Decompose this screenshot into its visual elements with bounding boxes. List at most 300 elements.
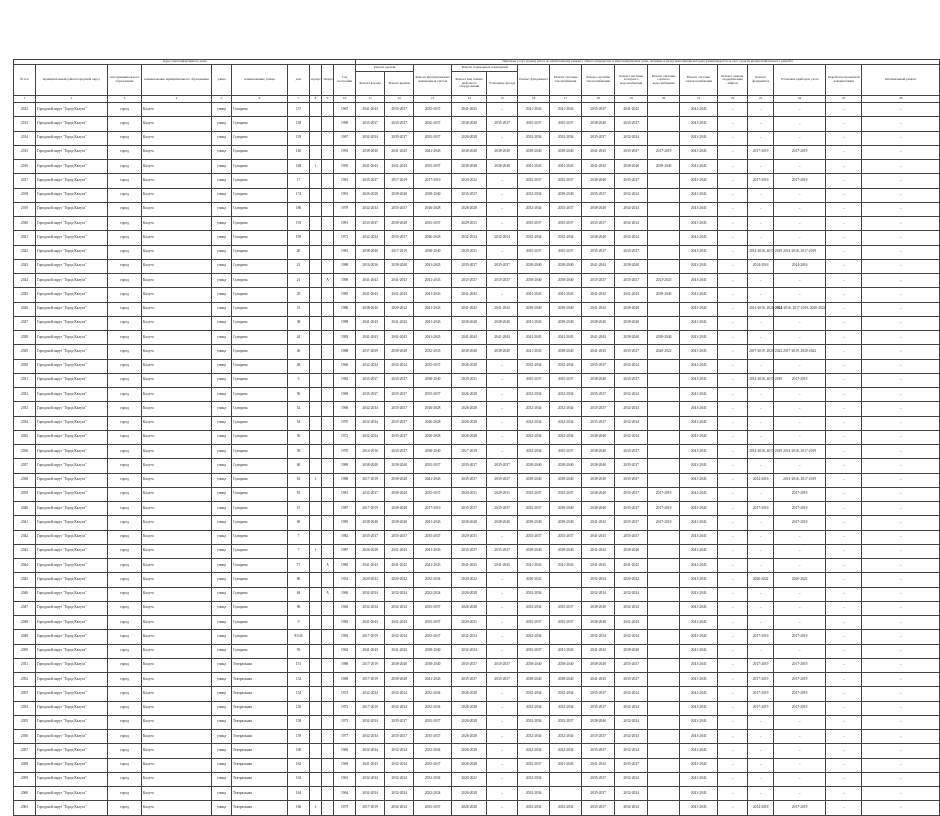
table-cell <box>322 316 334 330</box>
table-cell: – <box>718 103 748 117</box>
header-cell: Разработка проектной документации <box>826 65 862 96</box>
table-cell: улица <box>212 302 232 316</box>
table-cell: город <box>108 274 142 288</box>
table-cell: Городской округ "Город Калуга" <box>36 459 108 473</box>
table-cell: 2041-2043 <box>452 288 487 302</box>
table-cell: 2020-2022 <box>385 302 414 316</box>
table-cell: 2035-2037 <box>518 174 550 188</box>
table-cell <box>648 801 680 815</box>
table-cell: 2041-2043 <box>582 758 615 772</box>
table-cell: 2032-2034 <box>582 587 615 601</box>
table-cell: 2035-2037 <box>414 131 452 145</box>
table-cell: 2032-2034 <box>615 430 648 444</box>
table-cell <box>322 103 334 117</box>
table-cell: 7 <box>288 530 310 544</box>
table-cell: – <box>774 202 826 216</box>
table-cell: 2032-2034 <box>356 231 385 245</box>
table-cell <box>322 131 334 145</box>
table-cell: – <box>774 388 826 402</box>
table-cell: 2041-2043 <box>518 559 550 573</box>
table-cell: 1972 <box>334 231 356 245</box>
table-cell: 2035-2037 <box>615 345 648 359</box>
table-row <box>14 359 940 373</box>
table-cell: 2041-2043 <box>680 744 718 758</box>
table-cell <box>310 103 322 117</box>
table-cell: 2038-2040 <box>550 502 582 516</box>
table-row <box>14 245 940 259</box>
table-cell: 2012 <box>14 103 36 117</box>
table-cell <box>310 772 322 786</box>
table-cell <box>322 630 334 644</box>
table-cell <box>322 544 334 558</box>
table-cell: 2026-2028 <box>356 544 385 558</box>
header-number-cell: 18 <box>582 96 615 103</box>
table-cell: 2032-2034 <box>615 601 648 615</box>
table-cell: 2032-2034 <box>487 231 518 245</box>
table-cell <box>648 530 680 544</box>
table-row <box>14 573 940 587</box>
table-cell: – <box>718 516 748 530</box>
table-cell: Калуга <box>142 430 212 444</box>
table-cell <box>322 701 334 715</box>
table-cell: 2014-2016, 2017-2019 <box>748 245 774 259</box>
table-cell: 2032-2034 <box>550 801 582 815</box>
table-cell: 1967 <box>334 131 356 145</box>
table-cell: – <box>487 530 518 544</box>
table-cell: 2041-2043 <box>680 402 718 416</box>
table-cell: улица <box>212 630 232 644</box>
table-cell <box>648 616 680 630</box>
table-cell: улица <box>212 616 232 630</box>
table-cell: 2041-2043 <box>414 559 452 573</box>
table-cell: 1985 <box>334 288 356 302</box>
table-cell: 2041 <box>14 516 36 530</box>
table-cell: 2041-2043 <box>680 202 718 216</box>
table-cell: 2024 <box>14 274 36 288</box>
header-cell: Утепление фасада <box>487 72 518 96</box>
table-cell: – <box>487 188 518 202</box>
table-cell: 2041-2043 <box>582 516 615 530</box>
table-cell: 2041-2043 <box>487 559 518 573</box>
table-cell: 2035-2037 <box>582 103 615 117</box>
table-cell: Городской округ "Город Калуга" <box>36 345 108 359</box>
table-cell: – <box>826 715 862 729</box>
table-cell: – <box>862 616 940 630</box>
header-number-cell: 5 <box>212 96 232 103</box>
table-cell: 2041-2043 <box>518 160 550 174</box>
table-cell: Суворова <box>232 644 288 658</box>
table-cell <box>310 430 322 444</box>
table-cell <box>310 715 322 729</box>
table-cell: – <box>826 345 862 359</box>
table-cell: 2025 <box>14 288 36 302</box>
table-cell: – <box>748 487 774 501</box>
table-cell: 38 <box>288 316 310 330</box>
table-cell: 2032-2034 <box>356 744 385 758</box>
table-row <box>14 231 940 245</box>
table-cell: – <box>826 587 862 601</box>
table-cell: 186 <box>288 202 310 216</box>
table-cell: – <box>718 787 748 801</box>
table-cell: 2057 <box>14 744 36 758</box>
table-cell: Городской округ "Город Калуга" <box>36 288 108 302</box>
table-cell: 86 <box>288 601 310 615</box>
table-cell <box>550 587 582 601</box>
table-cell: Городской округ "Город Калуга" <box>36 402 108 416</box>
table-cell: 2056 <box>14 730 36 744</box>
table-cell: – <box>774 644 826 658</box>
table-row <box>14 117 940 131</box>
table-cell: 2041-2043 <box>550 758 582 772</box>
table-cell <box>648 188 680 202</box>
table-cell: улица <box>212 245 232 259</box>
table-cell: 2032 <box>14 388 36 402</box>
table-cell: 2026-2028 <box>452 730 487 744</box>
table-cell <box>310 644 322 658</box>
table-cell: 1982 <box>334 373 356 387</box>
table-cell <box>322 359 334 373</box>
table-cell: 2032-2034 <box>356 587 385 601</box>
table-cell: Суворова <box>232 587 288 601</box>
table-cell: 2041-2043 <box>680 359 718 373</box>
table-cell <box>648 544 680 558</box>
table-cell: 2017-2019 <box>385 245 414 259</box>
table-cell: город <box>108 316 142 330</box>
table-cell <box>322 188 334 202</box>
table-cell: 2035-2037 <box>550 715 582 729</box>
table-cell: – <box>774 188 826 202</box>
table-cell: 2035-2037 <box>356 487 385 501</box>
table-cell: 2035-2037 <box>615 445 648 459</box>
table-cell: 2035-2037 <box>582 730 615 744</box>
table-cell: 2060 <box>14 787 36 801</box>
table-cell: 2015 <box>14 145 36 159</box>
table-cell: Городской округ "Город Калуга" <box>36 701 108 715</box>
table-cell: 2035-2037 <box>385 373 414 387</box>
table-cell: 2035-2037 <box>582 787 615 801</box>
table-cell <box>322 160 334 174</box>
table-cell: 2017-2019 <box>385 174 414 188</box>
table-cell: – <box>718 616 748 630</box>
table-cell: 1970 <box>334 445 356 459</box>
table-cell: 2017-2019 <box>748 145 774 159</box>
table-cell: 2035-2037 <box>414 217 452 231</box>
table-cell: – <box>748 616 774 630</box>
table-cell: Суворова <box>232 345 288 359</box>
table-cell: Театральная <box>232 787 288 801</box>
table-cell: 2017-2019 <box>356 673 385 687</box>
table-cell: город <box>108 516 142 530</box>
table-cell: 2026-2028 <box>414 402 452 416</box>
table-cell: Калуга <box>142 117 212 131</box>
table-cell: 2035-2037 <box>414 730 452 744</box>
table-cell <box>310 516 322 530</box>
table-cell: 2032-2034 <box>356 131 385 145</box>
table-cell: город <box>108 559 142 573</box>
table-cell: Городской округ "Город Калуга" <box>36 117 108 131</box>
table-cell: 2035-2037 <box>452 259 487 273</box>
table-cell <box>648 430 680 444</box>
table-cell: 2041-2043 <box>680 345 718 359</box>
table-cell: 2035-2037 <box>414 103 452 117</box>
table-row <box>14 544 940 558</box>
table-cell: 2041-2043 <box>385 316 414 330</box>
table-cell: 2014 <box>14 131 36 145</box>
table-cell: 2038-2040 <box>487 516 518 530</box>
table-cell: Калуга <box>142 559 212 573</box>
table-cell: 2040 <box>14 502 36 516</box>
table-cell: улица <box>212 416 232 430</box>
table-cell: – <box>826 559 862 573</box>
table-cell: 2035-2037 <box>582 245 615 259</box>
table-cell: Городской округ "Город Калуга" <box>36 174 108 188</box>
table-cell: Суворова <box>232 174 288 188</box>
table-cell: Калуга <box>142 416 212 430</box>
header-number-cell: 11 <box>356 96 385 103</box>
table-cell: – <box>718 145 748 159</box>
table-cell: 2020-2022 <box>452 174 487 188</box>
table-cell: 2038-2040 <box>615 160 648 174</box>
table-cell: 2041-2043 <box>385 644 414 658</box>
table-cell <box>648 473 680 487</box>
table-cell: Городской округ "Город Калуга" <box>36 744 108 758</box>
table-cell: Калуга <box>142 544 212 558</box>
table-cell <box>648 402 680 416</box>
table-cell: Городской округ "Город Калуга" <box>36 274 108 288</box>
table-cell: 2020-2022 <box>615 573 648 587</box>
table-cell <box>648 658 680 672</box>
table-cell: 2035-2037 <box>385 530 414 544</box>
table-cell: Суворова <box>232 117 288 131</box>
table-cell: Суворова <box>232 217 288 231</box>
table-cell: – <box>774 359 826 373</box>
table-cell: 2041-2043 <box>680 487 718 501</box>
table-cell: 2035-2037 <box>385 117 414 131</box>
table-cell: город <box>108 673 142 687</box>
table-cell: улица <box>212 530 232 544</box>
table-cell: – <box>487 687 518 701</box>
table-cell: – <box>718 388 748 402</box>
table-cell: 2035-2037 <box>582 359 615 373</box>
table-cell <box>322 345 334 359</box>
table-cell: 1969 <box>334 388 356 402</box>
table-cell: – <box>774 131 826 145</box>
table-cell: – <box>862 559 940 573</box>
table-cell: 2038-2040 <box>582 715 615 729</box>
table-cell: 2041-2043 <box>550 644 582 658</box>
header-number-cell: 10 <box>334 96 356 103</box>
table-cell: – <box>826 701 862 715</box>
table-cell: 5 <box>288 373 310 387</box>
table-cell: Театральная <box>232 687 288 701</box>
table-cell: 2035-2037 <box>518 117 550 131</box>
table-cell: – <box>487 715 518 729</box>
table-cell: – <box>487 445 518 459</box>
table-cell: Суворова <box>232 502 288 516</box>
table-cell: 95 <box>288 644 310 658</box>
table-cell: 2035-2037 <box>414 117 452 131</box>
table-cell <box>310 601 322 615</box>
table-cell: 2035-2037 <box>414 487 452 501</box>
table-cell: 2038-2040 <box>356 459 385 473</box>
table-cell: 2035-2037 <box>452 544 487 558</box>
table-cell: 2014-2016, 2017-2019 <box>774 473 826 487</box>
table-cell: – <box>718 772 748 786</box>
table-cell: – <box>826 658 862 672</box>
table-cell: 2032-2034 <box>518 231 550 245</box>
table-cell: 2041-2043 <box>356 559 385 573</box>
table-cell: 2032-2034 <box>615 402 648 416</box>
table-cell: 2041-2043 <box>680 730 718 744</box>
header-number-cell: 12 <box>385 96 414 103</box>
table-cell: 2035-2037 <box>414 388 452 402</box>
table-cell: 2032-2034 <box>615 188 648 202</box>
table-cell: Городской округ "Город Калуга" <box>36 758 108 772</box>
table-cell <box>550 787 582 801</box>
table-row <box>14 202 940 216</box>
table-cell: 2038-2040 <box>550 516 582 530</box>
table-cell <box>310 573 322 587</box>
table-cell: 2029-2031 <box>487 487 518 501</box>
table-cell: 2038-2040 <box>385 658 414 672</box>
table-cell: Суворова <box>232 274 288 288</box>
table-cell: Суворова <box>232 402 288 416</box>
header-cell: литера <box>322 65 334 96</box>
table-cell: 2038-2040 <box>385 459 414 473</box>
table-cell: 2051 <box>14 658 36 672</box>
table-cell: – <box>748 274 774 288</box>
table-cell: 2032-2034 <box>550 701 582 715</box>
table-cell: – <box>748 559 774 573</box>
table-cell <box>550 630 582 644</box>
table-cell <box>310 188 322 202</box>
table-cell: – <box>774 459 826 473</box>
table-cell: – <box>487 430 518 444</box>
table-cell: 137 <box>288 103 310 117</box>
table-cell: Городской округ "Город Калуга" <box>36 188 108 202</box>
table-cell: 1967 <box>334 103 356 117</box>
table-cell: 2035-2037 <box>385 730 414 744</box>
table-cell <box>322 616 334 630</box>
table-cell: 2035-2037 <box>452 459 487 473</box>
table-cell: Суворова <box>232 202 288 216</box>
table-row <box>14 445 940 459</box>
table-cell: – <box>862 388 940 402</box>
table-cell: – <box>748 730 774 744</box>
table-cell: 2041-2043 <box>385 160 414 174</box>
table-cell: 2041-2043 <box>414 673 452 687</box>
table-cell <box>310 174 322 188</box>
table-cell: – <box>826 359 862 373</box>
table-cell: 2041-2043 <box>680 331 718 345</box>
table-row <box>14 673 940 687</box>
table-cell: – <box>718 131 748 145</box>
table-cell: 44 <box>288 331 310 345</box>
table-cell: 2032-2034 <box>356 715 385 729</box>
table-cell: 151 <box>288 658 310 672</box>
header-number-cell: 8 <box>310 96 322 103</box>
table-cell: 50 <box>288 388 310 402</box>
header-cell: Оптимальный ремонт <box>862 65 940 96</box>
table-cell: – <box>487 202 518 216</box>
table-cell: улица <box>212 445 232 459</box>
table-cell: 2058 <box>14 758 36 772</box>
table-cell: город <box>108 459 142 473</box>
table-cell: 2041-2043 <box>680 687 718 701</box>
table-cell: – <box>862 103 940 117</box>
table-cell: – <box>487 787 518 801</box>
table-cell: – <box>826 402 862 416</box>
table-cell: Театральная <box>232 673 288 687</box>
table-cell: 2038-2040 <box>518 673 550 687</box>
table-cell: – <box>774 601 826 615</box>
table-cell: – <box>826 787 862 801</box>
header-cell: Ремонт системы холодного водоснабжения <box>615 65 648 96</box>
table-cell: Калуга <box>142 316 212 330</box>
table-cell: 2017-2019 <box>774 701 826 715</box>
table-cell: 2017-2019 <box>648 487 680 501</box>
table-cell: – <box>826 259 862 273</box>
table-cell: 2038-2040 <box>582 316 615 330</box>
table-cell: 1982 <box>334 530 356 544</box>
table-cell: Городской округ "Город Калуга" <box>36 373 108 387</box>
table-cell: 2041-2043 <box>680 573 718 587</box>
table-cell: Суворова <box>232 373 288 387</box>
table-cell: – <box>487 587 518 601</box>
table-cell: 2035-2037 <box>615 473 648 487</box>
table-cell: 2035-2037 <box>414 801 452 815</box>
table-cell: – <box>862 188 940 202</box>
table-cell: 2020-2022 <box>648 345 680 359</box>
table-cell: 2038-2040 <box>414 658 452 672</box>
table-row <box>14 487 940 501</box>
header-number-cell: 19 <box>615 96 648 103</box>
table-cell: 2035-2037 <box>582 217 615 231</box>
table-cell <box>310 288 322 302</box>
table-cell: – <box>718 502 748 516</box>
table-cell: Театральная <box>232 715 288 729</box>
table-cell: 2038-2040 <box>356 145 385 159</box>
table-cell: 2035-2037 <box>452 658 487 672</box>
table-cell: 2026-2028 <box>452 715 487 729</box>
header-number-cell: 14 <box>452 96 487 103</box>
table-cell: 2035-2037 <box>550 245 582 259</box>
table-cell: 63 <box>288 473 310 487</box>
table-cell <box>322 516 334 530</box>
table-cell: – <box>826 231 862 245</box>
table-cell <box>322 231 334 245</box>
table-cell: Городской округ "Город Калуга" <box>36 715 108 729</box>
table-cell: 2035-2037 <box>582 131 615 145</box>
table-cell: 2032-2034 <box>356 416 385 430</box>
table-cell: город <box>108 772 142 786</box>
table-row <box>14 388 940 402</box>
table-cell: – <box>718 160 748 174</box>
table-cell: 69 <box>288 516 310 530</box>
table-cell: – <box>487 217 518 231</box>
table-cell: 2035-2037 <box>518 217 550 231</box>
table-cell: 2038-2040 <box>518 274 550 288</box>
table-cell <box>322 487 334 501</box>
table-cell: 2035-2037 <box>385 715 414 729</box>
table-cell: 2041-2043 <box>452 331 487 345</box>
header-cell: Ремонт системы газоснабжения <box>550 65 582 96</box>
table-cell: – <box>718 487 748 501</box>
header-group-roof: Ремонт кровли <box>356 65 414 72</box>
table-cell: 2035-2037 <box>582 772 615 786</box>
table-cell: улица <box>212 487 232 501</box>
table-cell: – <box>774 544 826 558</box>
